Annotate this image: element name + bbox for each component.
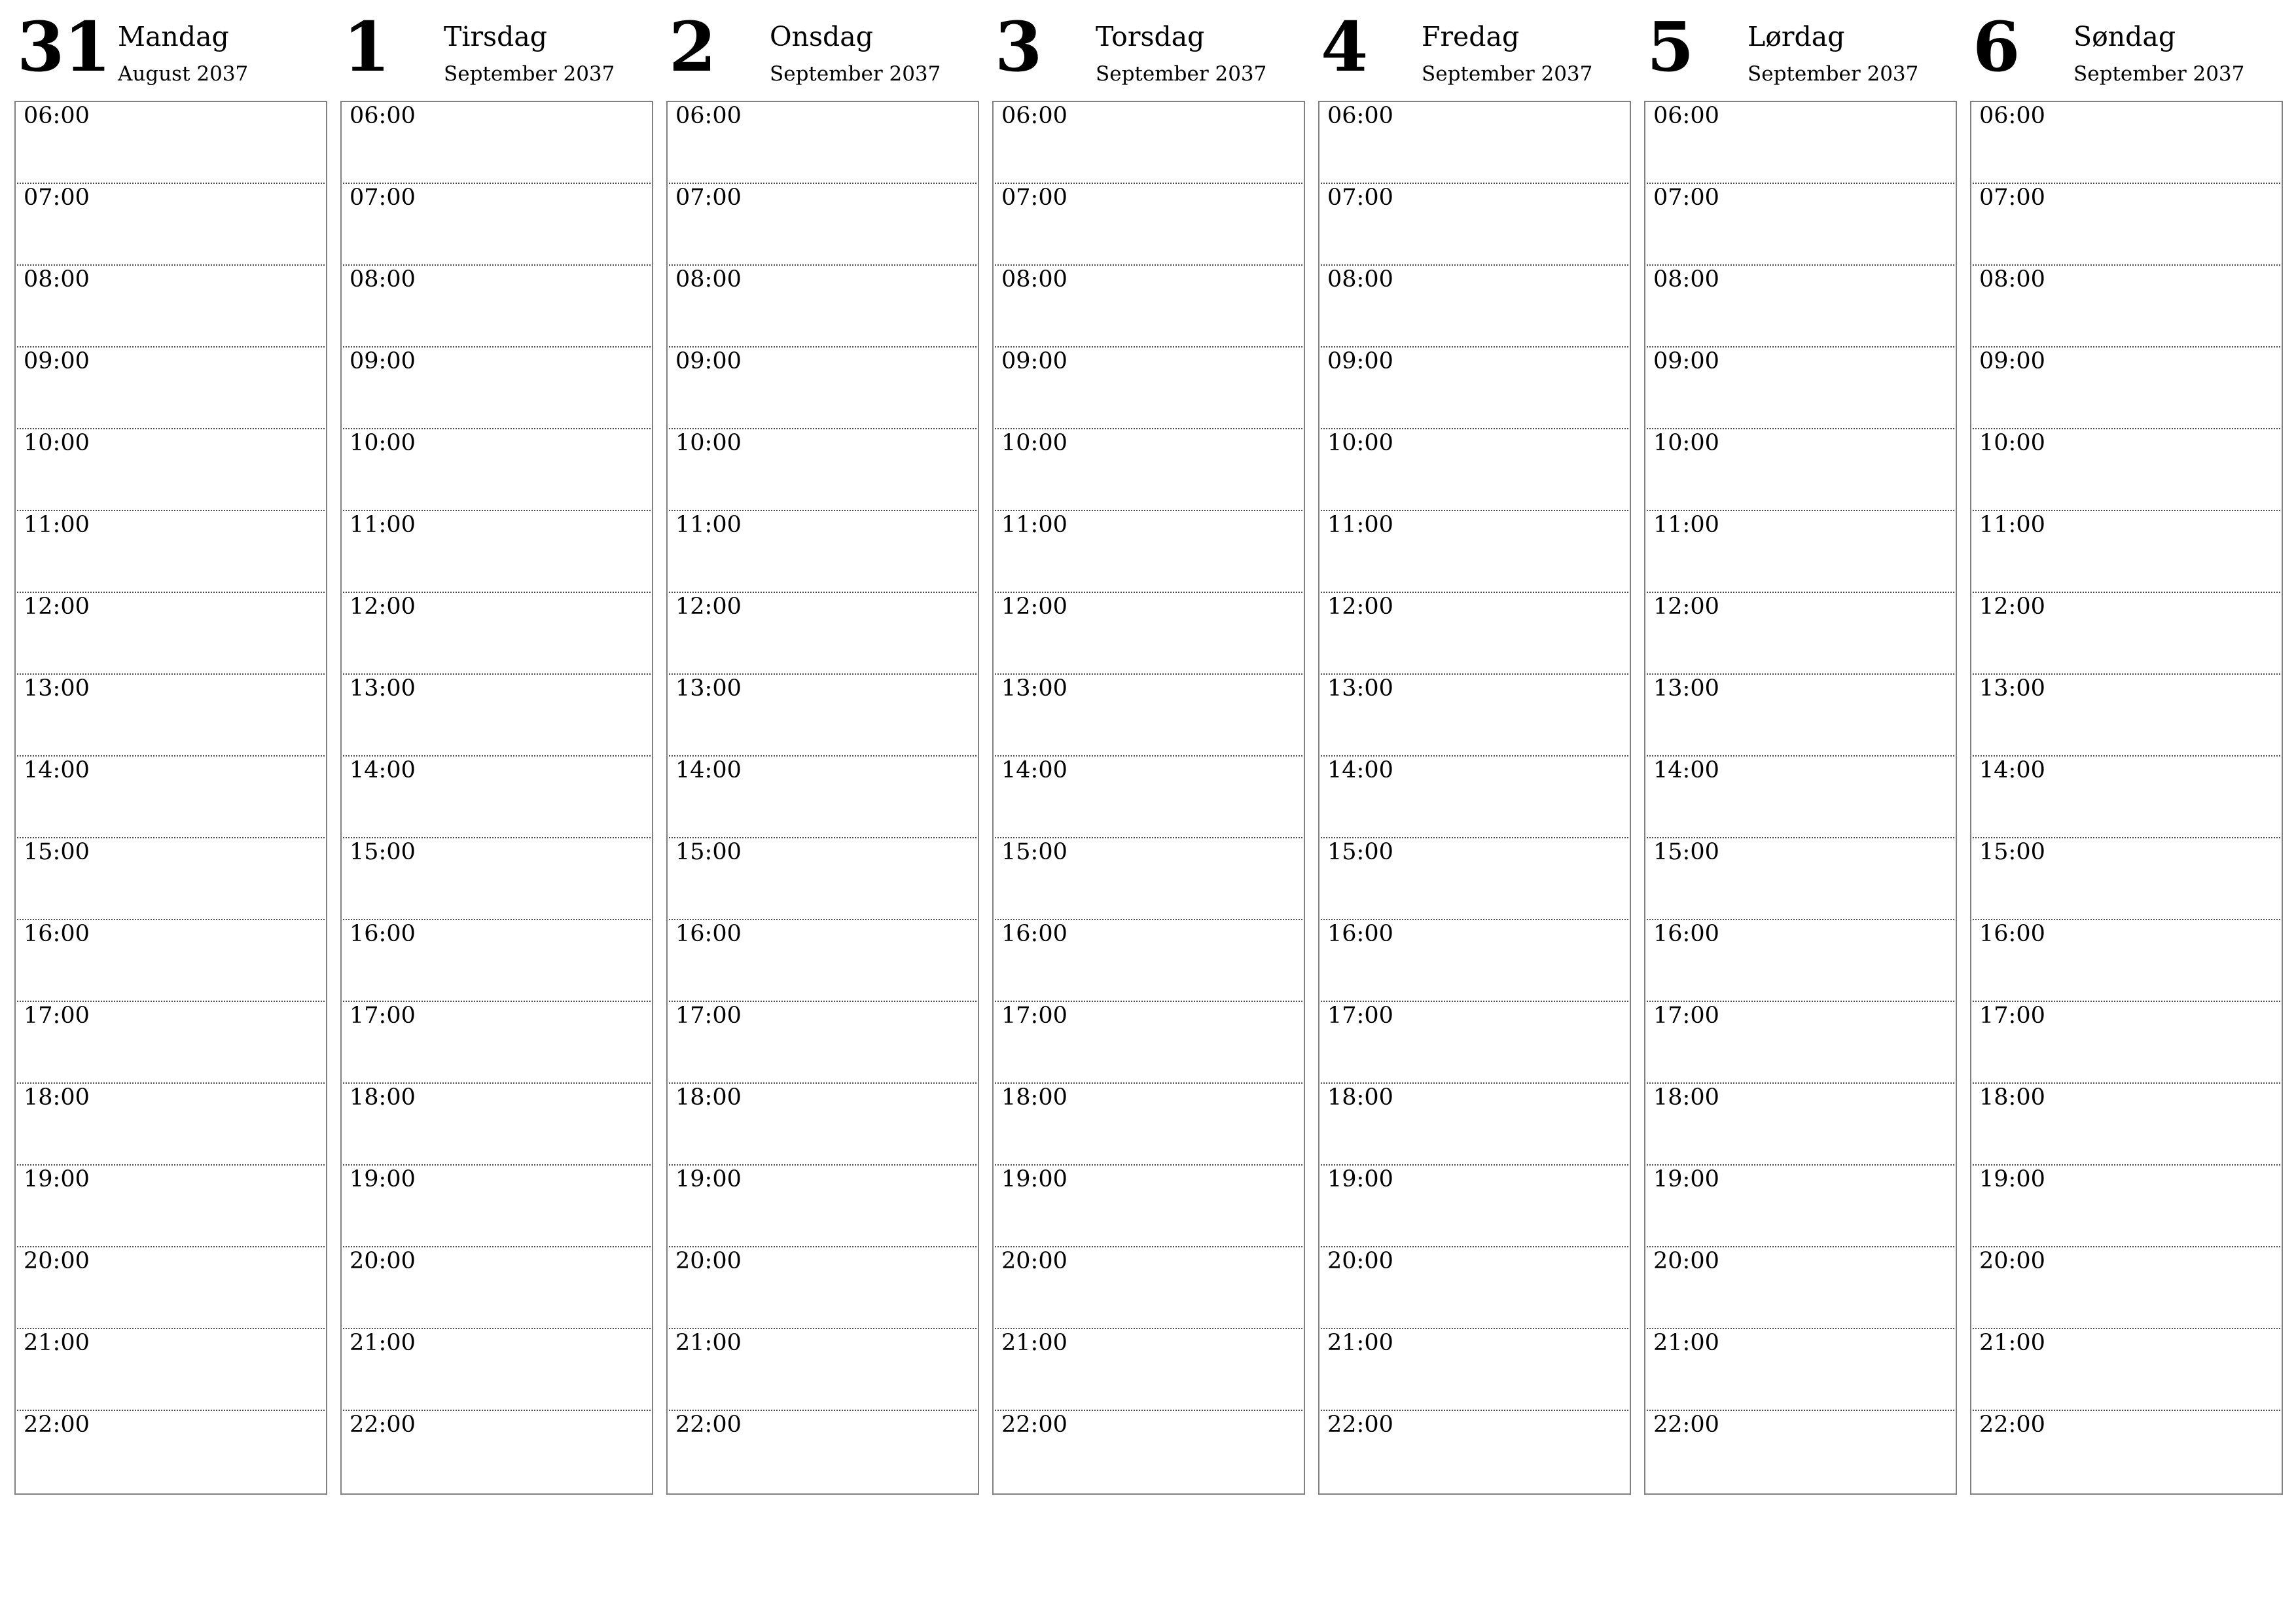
hour-slot[interactable] [1321,1166,1628,1247]
hour-slot[interactable] [343,593,651,675]
hour-label: 14:00 [1001,757,1067,783]
hour-label: 17:00 [1327,1003,1393,1029]
day-column [1644,0,1957,1438]
hour-label: 17:00 [350,1003,416,1029]
hour-slot[interactable] [343,838,651,920]
hour-label: 11:00 [675,512,742,538]
hour-label: 06:00 [1327,103,1393,129]
hour-label: 19:00 [350,1166,416,1192]
hour-slot[interactable] [1321,838,1628,920]
hour-label: 14:00 [1653,757,1719,783]
hour-label: 19:00 [1001,1166,1067,1192]
hour-label: 18:00 [1653,1084,1719,1111]
hour-slot[interactable] [1973,675,2280,757]
hour-slot[interactable] [1973,1166,2280,1247]
hour-slot[interactable] [669,348,977,429]
hour-label: 16:00 [675,921,742,947]
hour-slot[interactable] [1321,757,1628,838]
hour-slot[interactable] [343,1166,651,1247]
hour-label: 20:00 [1653,1248,1719,1274]
hour-slot[interactable] [343,429,651,511]
hour-label: 12:00 [675,594,742,620]
day-schedule-box [992,101,1305,1495]
hour-slot[interactable] [1973,838,2280,920]
hour-label: 13:00 [1653,675,1719,702]
hour-slot[interactable] [1647,348,1954,429]
hour-slot[interactable] [1647,429,1954,511]
hour-label: 06:00 [675,103,742,129]
hour-slot[interactable] [995,429,1302,511]
day-header [340,0,653,101]
hour-label: 13:00 [675,675,742,702]
hour-label: 14:00 [675,757,742,783]
day-name: Lørdag [1748,21,1845,52]
hour-slot[interactable] [1647,1329,1954,1411]
hour-label: 21:00 [1327,1330,1393,1356]
hour-slot[interactable] [1973,1084,2280,1166]
hour-slot[interactable] [995,593,1302,675]
hour-slot[interactable] [1647,102,1954,184]
hour-slot[interactable] [17,1084,325,1166]
hour-slot[interactable] [995,348,1302,429]
hour-label: 06:00 [1653,103,1719,129]
hour-slot[interactable] [1647,1002,1954,1084]
hour-slot[interactable] [995,838,1302,920]
hour-label: 18:00 [24,1084,90,1111]
hour-slot[interactable] [995,1002,1302,1084]
day-column [340,0,653,1438]
hour-label: 18:00 [1327,1084,1393,1111]
hour-slot[interactable] [1647,1411,1954,1493]
hour-slot[interactable] [343,1329,651,1411]
hour-label: 09:00 [1001,348,1067,374]
hour-slot[interactable] [1647,266,1954,348]
hour-slot[interactable] [995,920,1302,1002]
hour-label: 07:00 [1327,185,1393,211]
hour-label: 10:00 [350,430,416,456]
hour-slot[interactable] [669,1166,977,1247]
hour-label: 19:00 [675,1166,742,1192]
hour-label: 08:00 [675,266,742,293]
hour-label: 20:00 [350,1248,416,1274]
hour-label: 10:00 [675,430,742,456]
hour-slot[interactable] [669,429,977,511]
day-schedule-box [340,101,653,1495]
hour-label: 07:00 [24,185,90,211]
hour-label: 22:00 [1327,1412,1393,1438]
hour-label: 13:00 [1327,675,1393,702]
hour-label: 10:00 [1001,430,1067,456]
hour-slot[interactable] [1321,675,1628,757]
hour-label: 17:00 [24,1003,90,1029]
hour-slot[interactable] [1321,102,1628,184]
hour-slot[interactable] [343,348,651,429]
hour-label: 20:00 [24,1248,90,1274]
day-column [1318,0,1631,1438]
hour-label: 15:00 [1001,839,1067,865]
day-schedule-box [1644,101,1957,1495]
hour-slot[interactable] [1973,1002,2280,1084]
hour-label: 18:00 [1979,1084,2045,1111]
hour-slot[interactable] [1321,920,1628,1002]
hour-slot[interactable] [995,184,1302,266]
day-number: 1 [343,7,390,87]
hour-label: 12:00 [1979,594,2045,620]
hour-slot[interactable] [17,838,325,920]
hour-slot[interactable] [1321,1411,1628,1493]
hour-slot[interactable] [1321,1002,1628,1084]
day-month: August 2037 [118,62,249,86]
hour-slot[interactable] [1321,593,1628,675]
hour-slot[interactable] [1973,1329,2280,1411]
hour-slot[interactable] [1647,920,1954,1002]
hour-label: 09:00 [1979,348,2045,374]
hour-slot[interactable] [343,511,651,593]
hour-label: 16:00 [1327,921,1393,947]
hour-slot[interactable] [343,1084,651,1166]
hour-label: 17:00 [1001,1003,1067,1029]
hour-label: 08:00 [350,266,416,293]
hour-label: 08:00 [1979,266,2045,293]
hour-slot[interactable] [1647,675,1954,757]
hour-label: 08:00 [1001,266,1067,293]
hour-label: 19:00 [1979,1166,2045,1192]
hour-slot[interactable] [1973,757,2280,838]
hour-slot[interactable] [669,1247,977,1329]
hour-label: 09:00 [24,348,90,374]
day-header [14,0,327,101]
hour-label: 15:00 [1653,839,1719,865]
hour-label: 20:00 [1979,1248,2045,1274]
day-number: 3 [995,7,1042,87]
hour-slot[interactable] [669,593,977,675]
hour-label: 16:00 [1979,921,2045,947]
hour-slot[interactable] [1321,1084,1628,1166]
hour-label: 13:00 [24,675,90,702]
hour-slot[interactable] [17,429,325,511]
hour-label: 10:00 [1327,430,1393,456]
hour-slot[interactable] [1973,1411,2280,1493]
day-name: Søndag [2073,21,2176,52]
hour-slot[interactable] [1973,348,2280,429]
hour-slot[interactable] [17,1329,325,1411]
hour-slot[interactable] [1647,1247,1954,1329]
hour-slot[interactable] [1973,593,2280,675]
hour-slot[interactable] [1973,1247,2280,1329]
day-column [666,0,979,1438]
hour-label: 19:00 [1653,1166,1719,1192]
hour-label: 17:00 [675,1003,742,1029]
hour-slot[interactable] [995,511,1302,593]
day-schedule-box [1318,101,1631,1495]
hour-label: 12:00 [1653,594,1719,620]
day-column [992,0,1305,1438]
hour-label: 20:00 [675,1248,742,1274]
hour-slot[interactable] [1321,184,1628,266]
hour-slot[interactable] [17,757,325,838]
hour-slot[interactable] [1321,511,1628,593]
hour-slot[interactable] [669,102,977,184]
hour-label: 12:00 [350,594,416,620]
hour-label: 22:00 [1979,1412,2045,1438]
day-header [1644,0,1957,101]
hour-label: 08:00 [24,266,90,293]
hour-label: 10:00 [1979,430,2045,456]
hour-label: 21:00 [1001,1330,1067,1356]
hour-slot[interactable] [17,920,325,1002]
hour-slot[interactable] [17,184,325,266]
hour-label: 18:00 [350,1084,416,1111]
day-schedule-box [14,101,327,1495]
hour-label: 12:00 [1001,594,1067,620]
hour-slot[interactable] [1321,1329,1628,1411]
hour-label: 13:00 [350,675,416,702]
day-header [1970,0,2283,101]
hour-label: 16:00 [350,921,416,947]
day-month: September 2037 [1748,62,1919,86]
hour-slot[interactable] [1647,593,1954,675]
day-header [992,0,1305,101]
hour-slot[interactable] [1321,266,1628,348]
hour-label: 09:00 [1653,348,1719,374]
hour-label: 22:00 [24,1412,90,1438]
hour-label: 08:00 [1653,266,1719,293]
hour-label: 06:00 [24,103,90,129]
hour-label: 18:00 [675,1084,742,1111]
hour-label: 13:00 [1001,675,1067,702]
day-number: 5 [1647,7,1694,87]
day-header [666,0,979,101]
hour-label: 07:00 [1653,185,1719,211]
hour-slot[interactable] [17,593,325,675]
hour-slot[interactable] [669,1002,977,1084]
hour-slot[interactable] [995,1084,1302,1166]
day-month: September 2037 [1422,62,1593,86]
hour-label: 20:00 [1327,1248,1393,1274]
hour-label: 11:00 [350,512,416,538]
hour-label: 06:00 [350,103,416,129]
hour-slot[interactable] [343,920,651,1002]
hour-slot[interactable] [1973,266,2280,348]
hour-slot[interactable] [1321,429,1628,511]
hour-slot[interactable] [17,1411,325,1493]
day-number: 31 [17,7,111,87]
hour-slot[interactable] [1973,184,2280,266]
day-name: Fredag [1422,21,1520,52]
hour-slot[interactable] [343,102,651,184]
hour-label: 17:00 [1979,1003,2045,1029]
hour-label: 22:00 [350,1412,416,1438]
hour-slot[interactable] [995,675,1302,757]
hour-slot[interactable] [1321,348,1628,429]
hour-slot[interactable] [669,1084,977,1166]
hour-slot[interactable] [1973,102,2280,184]
hour-slot[interactable] [17,511,325,593]
hour-label: 06:00 [1001,103,1067,129]
hour-label: 15:00 [24,839,90,865]
hour-label: 12:00 [24,594,90,620]
hour-label: 09:00 [1327,348,1393,374]
hour-label: 10:00 [24,430,90,456]
hour-slot[interactable] [669,184,977,266]
hour-slot[interactable] [669,675,977,757]
day-number: 4 [1321,7,1368,87]
hour-slot[interactable] [1647,757,1954,838]
hour-label: 11:00 [1653,512,1719,538]
hour-slot[interactable] [1973,511,2280,593]
hour-label: 18:00 [1001,1084,1067,1111]
hour-slot[interactable] [17,266,325,348]
hour-label: 09:00 [675,348,742,374]
hour-slot[interactable] [995,757,1302,838]
hour-label: 07:00 [675,185,742,211]
hour-label: 21:00 [24,1330,90,1356]
hour-slot[interactable] [343,184,651,266]
hour-slot[interactable] [669,920,977,1002]
hour-label: 21:00 [1653,1330,1719,1356]
hour-slot[interactable] [995,266,1302,348]
hour-label: 22:00 [675,1412,742,1438]
hour-slot[interactable] [17,348,325,429]
hour-label: 22:00 [1653,1412,1719,1438]
hour-label: 21:00 [675,1330,742,1356]
hour-label: 20:00 [1001,1248,1067,1274]
hour-label: 14:00 [24,757,90,783]
hour-slot[interactable] [17,1166,325,1247]
day-number: 6 [1973,7,2020,87]
day-column [1970,0,2283,1438]
hour-slot[interactable] [343,675,651,757]
hour-label: 09:00 [350,348,416,374]
hour-slot[interactable] [343,1002,651,1084]
day-name: Onsdag [770,21,873,52]
hour-label: 07:00 [1979,185,2045,211]
hour-label: 17:00 [1653,1003,1719,1029]
hour-slot[interactable] [995,1166,1302,1247]
hour-slot[interactable] [343,266,651,348]
hour-label: 16:00 [1653,921,1719,947]
hour-slot[interactable] [669,1411,977,1493]
hour-slot[interactable] [1321,1247,1628,1329]
hour-label: 10:00 [1653,430,1719,456]
day-schedule-box [666,101,979,1495]
hour-slot[interactable] [995,1329,1302,1411]
hour-slot[interactable] [17,675,325,757]
hour-label: 08:00 [1327,266,1393,293]
day-column [14,0,327,1438]
hour-label: 15:00 [350,839,416,865]
hour-slot[interactable] [669,1329,977,1411]
hour-label: 21:00 [350,1330,416,1356]
hour-label: 21:00 [1979,1330,2045,1356]
hour-label: 12:00 [1327,594,1393,620]
day-name: Mandag [118,21,229,52]
hour-slot[interactable] [343,1247,651,1329]
hour-label: 14:00 [1979,757,2045,783]
day-schedule-box [1970,101,2283,1495]
hour-slot[interactable] [669,757,977,838]
day-header [1318,0,1631,101]
hour-label: 16:00 [1001,921,1067,947]
hour-slot[interactable] [1647,838,1954,920]
hour-slot[interactable] [17,102,325,184]
hour-slot[interactable] [1647,511,1954,593]
hour-slot[interactable] [343,757,651,838]
hour-label: 11:00 [1001,512,1067,538]
hour-label: 14:00 [1327,757,1393,783]
hour-label: 13:00 [1979,675,2045,702]
day-name: Tirsdag [444,21,548,52]
hour-slot[interactable] [1647,184,1954,266]
hour-slot[interactable] [1973,429,2280,511]
day-month: September 2037 [444,62,615,86]
hour-label: 22:00 [1001,1412,1067,1438]
hour-label: 19:00 [24,1166,90,1192]
hour-label: 14:00 [350,757,416,783]
hour-label: 06:00 [1979,103,2045,129]
hour-slot[interactable] [343,1411,651,1493]
day-number: 2 [669,7,716,87]
hour-label: 16:00 [24,921,90,947]
hour-slot[interactable] [669,838,977,920]
hour-slot[interactable] [1647,1166,1954,1247]
day-month: September 2037 [1096,62,1267,86]
hour-label: 07:00 [1001,185,1067,211]
hour-label: 19:00 [1327,1166,1393,1192]
hour-label: 15:00 [675,839,742,865]
hour-slot[interactable] [1647,1084,1954,1166]
hour-slot[interactable] [995,102,1302,184]
day-month: September 2037 [2073,62,2245,86]
hour-slot[interactable] [995,1247,1302,1329]
hour-slot[interactable] [17,1002,325,1084]
hour-slot[interactable] [669,511,977,593]
hour-label: 15:00 [1979,839,2045,865]
hour-label: 07:00 [350,185,416,211]
hour-slot[interactable] [1973,920,2280,1002]
hour-slot[interactable] [995,1411,1302,1493]
hour-label: 15:00 [1327,839,1393,865]
hour-label: 11:00 [24,512,90,538]
hour-slot[interactable] [669,266,977,348]
hour-label: 11:00 [1979,512,2045,538]
day-month: September 2037 [770,62,941,86]
day-name: Torsdag [1096,21,1205,52]
hour-slot[interactable] [17,1247,325,1329]
hour-label: 11:00 [1327,512,1393,538]
